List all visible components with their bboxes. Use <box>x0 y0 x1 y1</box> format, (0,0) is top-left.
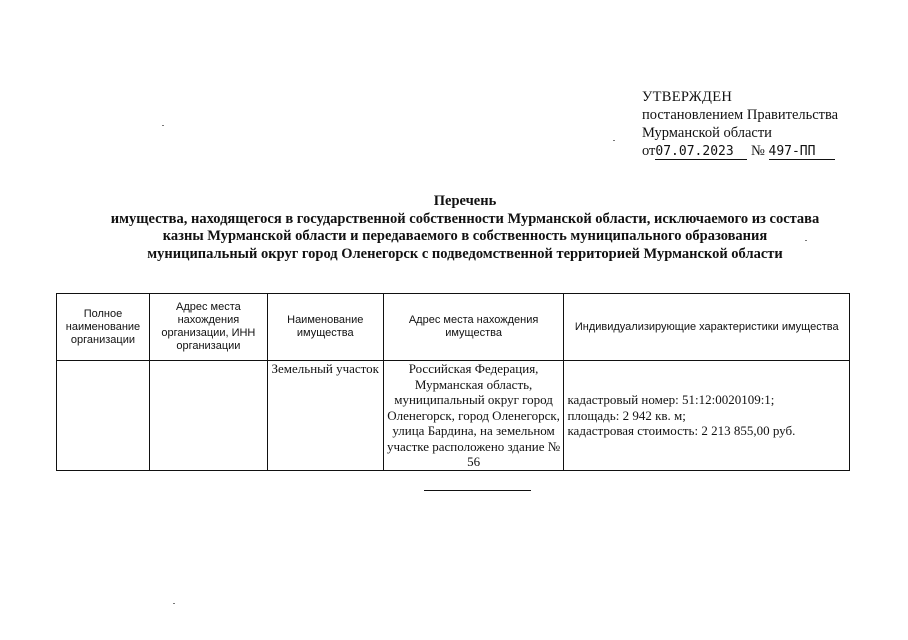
header-characteristics: Индивидуализирующие характеристики имущества <box>564 294 850 361</box>
document-heading <box>110 193 820 263</box>
scan-speck <box>613 140 615 141</box>
header-property-name: Наименование имущества <box>267 294 383 361</box>
cell-property-address: Российская Федерация, Мурманская область, муниципальный округ город Оленегорск, город Оленегорск, улица Бардина, на земельном участке расположено здание № 56 <box>383 361 564 471</box>
heading-body: имущества, находящегося в государственной собственности Мурманской области, исключаемого из состава казны Мурманской области и передаваемого в собственность муниципального образования муниципальный округ город Оленегорск с подведомственной территорией Мурманской области <box>110 210 820 262</box>
approval-date: 07.07.2023 <box>655 144 747 160</box>
cadastral-value: кадастровая стоимость: 2 213 855,00 руб. <box>567 423 796 438</box>
approval-line-1: постановлением Правительства <box>642 107 839 123</box>
approval-title: УТВЕРЖДЕН <box>642 89 733 105</box>
cadastral-number: кадастровый номер: 51:12:0020109:1; <box>567 392 775 407</box>
cell-org-name <box>57 361 150 471</box>
header-org-address: Адрес места нахождения организации, ИНН организации <box>149 294 267 361</box>
end-divider <box>424 490 531 491</box>
scan-speck <box>173 603 175 604</box>
cell-org-address <box>149 361 267 471</box>
heading-title: Перечень <box>433 193 497 209</box>
scan-speck <box>162 125 164 126</box>
date-prefix: от <box>642 143 656 159</box>
approval-date-line <box>642 142 838 160</box>
approval-number: 497-ПП <box>769 144 835 160</box>
header-org-name: Полное наименование организации <box>57 294 150 361</box>
approval-line-2: Мурманской области <box>642 125 772 141</box>
table-row <box>57 361 850 471</box>
cell-characteristics <box>564 361 850 471</box>
scan-speck <box>805 240 807 241</box>
property-table <box>56 293 850 471</box>
number-sign: № <box>751 143 765 159</box>
approval-block <box>642 88 838 160</box>
header-property-address: Адрес места нахождения имущества <box>383 294 564 361</box>
cell-property-name: Земельный участок <box>267 361 383 471</box>
table-header-row <box>57 294 850 361</box>
property-area: площадь: 2 942 кв. м; <box>567 407 686 423</box>
